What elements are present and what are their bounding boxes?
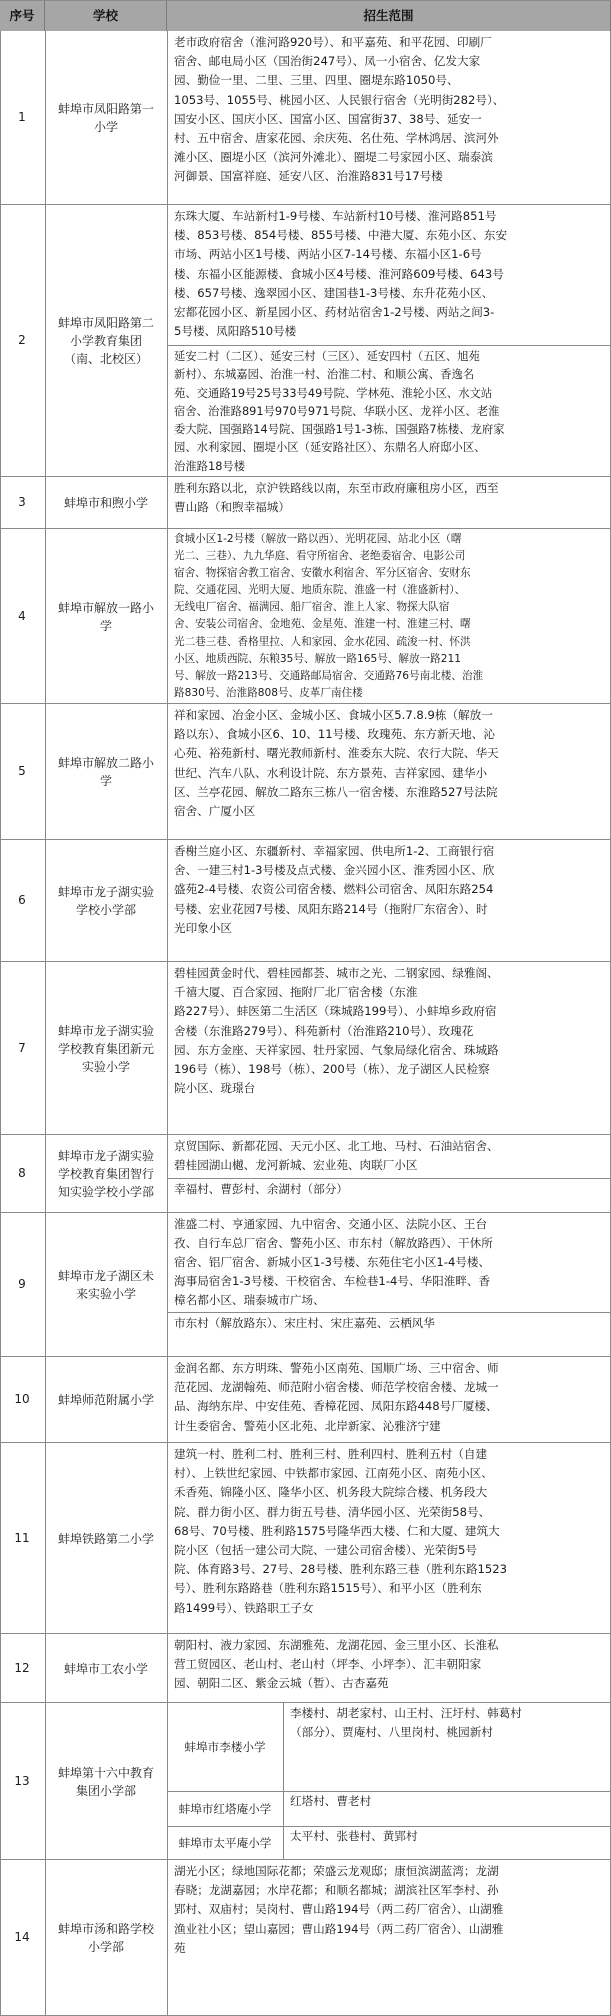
range-line: 路以东）、食城小区6、10、11号楼、玫瑰苑、东方新天地、沁: [174, 727, 495, 742]
range-line: 心苑、裕苑新村、曙光教师新村、淮委东大院、农行大院、华天: [174, 746, 499, 761]
sub-school-range: [284, 1826, 611, 1860]
range-line: 范花园、龙湖翰苑、师范附小宿舍楼、师范学校宿舍楼、龙城一: [174, 1380, 499, 1395]
enrollment-range: [168, 840, 611, 962]
range-line: 春晓；龙湖嘉园；水岸花都；和顺名都城；湖滨社区军李村、孙: [174, 1883, 499, 1898]
enrollment-range: [168, 1860, 611, 2016]
row-seq: 9: [18, 1277, 26, 1292]
enrollment-range: [168, 31, 611, 205]
school-name: 蚌埠市和煦小学: [63, 496, 148, 510]
range-line: 金润名都、东方明珠、警苑小区南苑、国顺广场、三中宿舍、师: [174, 1361, 499, 1375]
range-line: 舍楼（东淮路279号）、科苑新村（治淮路210号）、玫瑰花: [174, 1023, 474, 1038]
range-line: 68号、70号楼、胜利路1575号隆华西大楼、仁和大厦、建筑大: [174, 1523, 500, 1538]
range-line: 东珠大厦、车站新村1-9号楼、车站新村10号楼、淮河路851号: [174, 209, 497, 223]
range-line: 小区、地质西院、东粮35号、解放一路165号、解放一路211: [174, 652, 461, 665]
row-seq: 3: [18, 495, 26, 510]
range-line: 京贸国际、新都花园、天元小区、北工地、马村、石油站宿舍、: [174, 1139, 499, 1153]
school-name: 蚌埠市龙子湖实验学校教育集团新元实验小学: [57, 1023, 154, 1074]
range-line: 园、东方金座、天祥家园、牡丹家园、气象局绿化宿舍、珠城路: [174, 1042, 499, 1057]
row-seq: 7: [18, 1040, 26, 1055]
range-line: 楼、东福小区能源楼、食城小区4号楼、淮河路609号楼、643号: [174, 266, 504, 281]
row-divider: [167, 1826, 611, 1827]
row-divider: [167, 1791, 611, 1792]
enrollment-range-part-a: [168, 1135, 611, 1178]
range-line: 宿舍、治淮路891号970号971号院、华联小区、龙祥小区、老淮: [174, 403, 500, 418]
range-line: 宿舍、广厦小区: [174, 804, 256, 819]
sub-school-range: [284, 1703, 611, 1791]
range-line: 舍、一建三村1-3号楼及点式楼、金兴园小区、淮秀园小区、欣: [174, 863, 495, 878]
enrollment-range: [168, 529, 611, 704]
sub-school-name: 蚌埠市红塔庵小学: [178, 1801, 272, 1816]
enrollment-range: [168, 704, 611, 840]
range-line: 无线电厂宿舍、福满园、船厂宿舍、淮上人家、物探大队宿: [174, 601, 450, 614]
range-line: 宿舍、邮电局小区（国治街247号）、凤一小宿舍、亿发大家: [174, 54, 481, 69]
row-seq: 11: [14, 1530, 30, 1545]
range-line: 计生委宿舍、警苑小区北苑、北岸新家、沁雅济宁建: [174, 1418, 441, 1433]
range-line: 路830号、治淮路808号、皮革厂南住楼: [174, 686, 363, 699]
school-name: 蚌埠市解放二路小学: [57, 756, 154, 788]
range-line: 号）、胜利东路路巷（胜利东路1515号）、和平小区（胜利东: [174, 1581, 482, 1596]
range-line: 舍、安装公司宿舍、金地苑、金星苑、淮建一村、淮建三村、曙: [174, 618, 471, 631]
range-line: 路1499号）、铁路职工子女: [174, 1600, 314, 1615]
school-name: 蚌埠铁路第二小学: [57, 1531, 154, 1546]
row-seq: 1: [18, 110, 26, 125]
range-line: 滩小区、圈堤小区（滨河外滩北）、圈堤二号家园小区、瑞泰滨: [174, 150, 493, 165]
range-line: 路227号）、蚌医第二生活区（珠城路199号）、小蚌埠乡政府宿: [174, 1004, 497, 1019]
row-seq: 5: [18, 764, 26, 779]
range-line: 宿舍、铝厂宿舍、新城小区1-3号楼、东苑住宅小区1-4号楼、: [174, 1255, 491, 1269]
range-line: 郢村、双庙村；吴岗村、曹山路194号（两二药厂宿舍）、山湖雅: [174, 1902, 504, 1917]
range-line: 碧桂园黄金时代、碧桂园都荟、城市之光、二钢家园、绿雅阁、: [174, 966, 499, 980]
range-line: 院、体育路3号、27号、28号楼、胜利东路三巷（胜利东路1523: [174, 1562, 508, 1577]
school-name: 蚌埠市工农小学: [63, 1661, 148, 1676]
range-line: 宏都花园小区、新星园小区、药材站宿舍1-2号楼、两站之间3-: [174, 305, 495, 320]
range-line: 国安小区、国庆小区、国富小区、国富街37、38号、延安一: [174, 111, 482, 126]
range-line: 渔业社小区；望山嘉园；曹山路194号（两二药厂宿舍）、山湖雅: [174, 1921, 504, 1936]
column-divider: [45, 31, 46, 2016]
range-line: 湖光小区；绿地国际花都；荣盛云龙观邸；康恒滨湖蓝湾；龙湖: [174, 1864, 499, 1878]
enrollment-range: [168, 1634, 611, 1703]
range-line: 园、勤俭一里、二里、三里、四里、圈堤东路1050号、: [174, 73, 459, 88]
school-name: 蚌埠第十六中教育集团小学部: [57, 1765, 154, 1798]
range-line: （部分）、贾庵村、八里岗村、桃园新村: [290, 1725, 493, 1740]
range-line: 院小区（包括一建公司大院、一建公司宿舍楼）、光荣街5号: [174, 1543, 478, 1558]
range-line: 樟名都小区、瑞泰城市广场、: [174, 1293, 325, 1307]
enrollment-range: [168, 962, 611, 1135]
enrollment-range-part-a: [168, 205, 611, 345]
header-school: 学校: [45, 0, 167, 31]
range-line: 红塔村、曹老村: [290, 1794, 372, 1808]
enrollment-range-part-b: [168, 1178, 611, 1213]
range-line: 楼、657号楼、逸翠园小区、建国巷1-3号楼、东升花苑小区、: [174, 285, 494, 300]
enrollment-range-part-b: [168, 345, 611, 477]
range-line: 食城小区1-2号楼（解放一路以西）、光明花园、站北小区（曙: [174, 533, 462, 545]
range-line: 院小区、珑璟台: [174, 1081, 256, 1096]
range-line: 苑、交通路19号25号33号49号院、学林苑、淮轮小区、水文站: [174, 385, 493, 400]
enrollment-range: [168, 477, 611, 529]
school-name: 蚌埠市龙子湖区未来实验小学: [57, 1269, 154, 1301]
range-line: 宿舍、物探宿舍教工宿舍、安徽水利宿舍、军分区宿舍、安财东: [174, 567, 471, 580]
range-line: 河御景、国富祥庭、延安八区、治淮路831号17号楼: [174, 169, 443, 184]
range-line: 村）、上铁世纪家园、中铁都市家园、江南苑小区、南苑小区、: [174, 1466, 493, 1481]
range-line: 号楼、宏业花园7号楼、凤阳东路214号（拖附厂东宿舍）、时: [174, 901, 488, 916]
range-line: 院、交通花园、光明大厦、地质东院、淮盛一村（淮盛新村）、: [174, 584, 466, 597]
row-seq: 2: [18, 333, 26, 348]
school-name: 蚌埠市凤阳路第二小学教育集团（南、北校区）: [57, 316, 154, 366]
column-divider: [283, 1703, 284, 1860]
school-name: 蚌埠市解放一路小学: [57, 600, 154, 633]
range-line: 院、群力街小区、群力街五号巷、清华园小区、光荣街58号、: [174, 1504, 491, 1519]
range-line: 196号（栋）、198号（栋）、200号（栋）、龙子湖区人民检察: [174, 1062, 490, 1077]
header-range: 招生范围: [167, 0, 611, 31]
enrollment-range: [168, 1443, 611, 1634]
range-line: 光印象小区: [174, 920, 232, 935]
range-line: 市东村（解放路东）、宋庄村、宋庄嘉苑、云栖风华: [174, 1316, 435, 1330]
row-seq: 4: [18, 608, 26, 623]
range-line: 村、五中宿舍、唐家花园、余庆苑、名仕苑、学林鸿居、滨河外: [174, 131, 499, 146]
range-line: 市场、两站小区1号楼、两站小区7-14号楼、东福小区1-6号: [174, 247, 482, 262]
range-line: 品、海纳东岸、中安佳苑、香樟花园、凤阳东路448号厂厦楼、: [174, 1399, 498, 1414]
row-divider: [167, 1312, 611, 1313]
sub-school-range: [284, 1791, 611, 1826]
range-line: 楼、853号楼、854号楼、855号楼、中港大厦、东苑小区、东安: [174, 228, 508, 243]
range-line: 苑: [174, 1940, 186, 1955]
enrollment-range: [168, 1357, 611, 1443]
sub-school-name: 蚌埠市李楼小学: [184, 1740, 266, 1754]
range-line: 新村）、东城嘉园、治淮一村、治淮二村、和顺公寓、香逸名: [174, 367, 475, 382]
range-line: 胜利东路以北，京沪铁路线以南，东至市政府廉租房小区，西至: [174, 481, 499, 495]
header-seq: 序号: [0, 0, 45, 31]
range-line: 号、解放一路213号、交通路邮局宿舍、交通路76号南北楼、治淮: [174, 669, 484, 682]
range-line: 香榭兰庭小区、东疆新村、幸福家园、供电所1-2、工商银行宿: [174, 844, 495, 858]
column-divider: [167, 31, 168, 2016]
range-line: 老市政府宿舍（淮河路920号）、和平嘉苑、和平花园、印刷厂: [174, 35, 492, 49]
range-line: 千禧大厦、百合家园、拖附厂北厂宿舍楼（东淮: [174, 985, 418, 1000]
range-line: 世纪、汽车八队、水利设计院、东方景苑、吉祥家园、建华小: [174, 765, 488, 780]
range-line: 朝阳村、液力家园、东湖雅苑、龙湖花园、金三里小区、长淮私: [174, 1638, 499, 1652]
row-seq: 14: [14, 1930, 30, 1945]
range-line: 5号楼、凤阳路510号楼: [174, 324, 297, 339]
range-line: 祥和家园、冶金小区、金城小区、食城小区5.7.8.9栋（解放一: [174, 708, 493, 722]
range-line: 委大院、国强路14号院、国强路1号1-3栋、国强路7栋楼、龙府家: [174, 422, 505, 437]
row-divider: [167, 1178, 611, 1179]
range-line: 曹山路（和煦幸福城）: [174, 500, 290, 515]
enrollment-range-part-b: [168, 1312, 611, 1357]
range-line: 盛苑2-4号楼、农资公司宿舍楼、燃料公司宿舍、凤阳东路254: [174, 882, 494, 897]
row-seq: 13: [14, 1773, 30, 1788]
range-line: 建筑一村、胜利二村、胜利三村、胜利四村、胜利五村（自建: [174, 1447, 488, 1461]
school-name: 蚌埠市凤阳路第一小学: [57, 102, 154, 134]
range-line: 禾香苑、锦隆小区、隆华小区、机务段大院综合楼、机务段大: [174, 1485, 488, 1500]
row-divider: [167, 345, 611, 346]
range-line: 海事局宿舍1-3号楼、干校宿舍、车检巷1-4号、华阳淮畔、香: [174, 1274, 491, 1288]
row-seq: 12: [14, 1660, 30, 1675]
range-line: 碧桂园湖山樾、龙河新城、宏业苑、肉联厂小区: [174, 1158, 418, 1173]
range-line: 延安二村（二区）、延安三村（三区）、延安四村（五区、旭苑: [174, 349, 480, 363]
range-line: 太平村、张巷村、黄郢村: [290, 1829, 418, 1843]
range-line: 光二巷三巷、香格里拉、人和家园、金水花园、疏浚一村、怀洪: [174, 635, 471, 648]
range-line: 1053号、1055号、桃园小区、人民银行宿舍（光明街282号）、: [174, 92, 505, 107]
row-divider: [0, 0, 611, 1]
school-name: 蚌埠师范附属小学: [57, 1393, 154, 1407]
school-name: 蚌埠市汤和路学校小学部: [57, 1922, 154, 1954]
range-line: 营工贸园区、老山村、老山村（坪李、小坪李）、汇丰朝阳家: [174, 1657, 482, 1672]
row-seq: 10: [14, 1392, 30, 1407]
range-line: 幸福村、曹彭村、余湖村（部分）: [174, 1182, 348, 1196]
school-name: 蚌埠市龙子湖实验学校小学部: [57, 885, 154, 917]
range-line: 区、兰亭花园、解放二路东三栋八一宿舍楼、东淮路527号法院: [174, 784, 498, 799]
range-line: 孜、自行车总厂宿舍、警苑小区、市东村（解放路西）、干休所: [174, 1236, 493, 1250]
enrollment-range-part-a: [168, 1213, 611, 1312]
sub-school-name: 蚌埠市太平庵小学: [178, 1836, 272, 1850]
row-seq: 8: [18, 1166, 26, 1181]
column-divider: [0, 31, 1, 2016]
range-line: 园、水利家园、圈堤小区（延安路社区）、东鼎名人府邸小区、: [174, 440, 486, 455]
school-name: 蚌埠市龙子湖实验学校教育集团智行知实验学校小学部: [57, 1149, 154, 1199]
range-line: 治淮路18号楼: [174, 458, 246, 473]
range-line: 园、朝阳二区、紫金云城（暂）、古杏嘉苑: [174, 1676, 389, 1691]
range-line: 淮盛二村、亨通家园、九中宿舍、交通小区、法院小区、王台: [174, 1217, 488, 1231]
range-line: 李楼村、胡老家村、山王村、汪圩村、韩葛村: [290, 1706, 522, 1720]
range-line: 光二、三巷）、九九华庭、看守所宿舍、老绝委宿舍、电影公司: [174, 550, 466, 563]
row-seq: 6: [18, 893, 26, 908]
